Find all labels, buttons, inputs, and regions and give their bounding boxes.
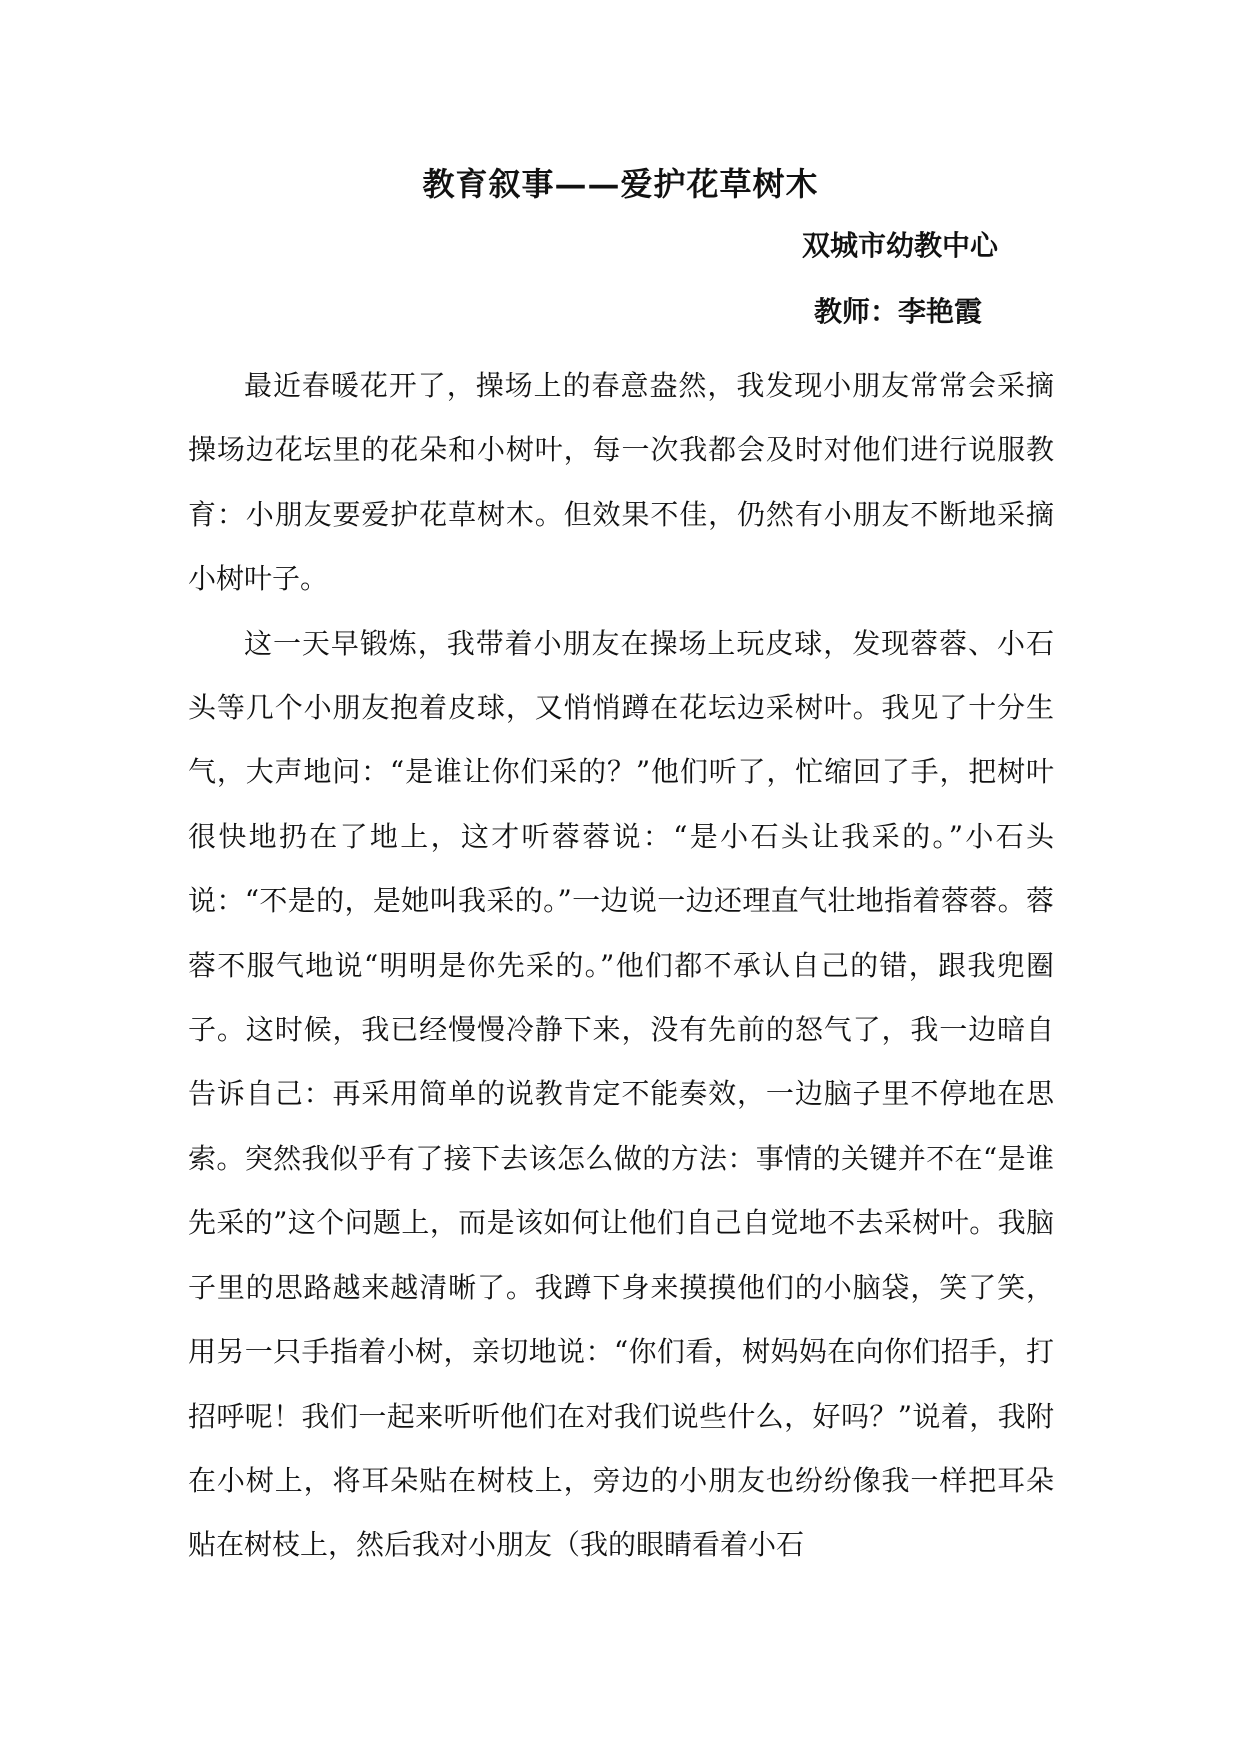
document-title: 教育叙事——爱护花草树木: [422, 165, 819, 203]
document-body: [188, 354, 1054, 1578]
paragraph-1: 最近春暖花开了，操场上的春意盎然，我发现小朋友常常会采摘操场边花坛里的花朵和小树叶，每一次我都会及时对他们进行说服教育：小朋友要爱护花草树木。但效果不佳，仍然有小朋友不断地采摘小树叶子。: [188, 369, 1054, 596]
paragraph-2: 这一天早锻炼，我带着小朋友在操场上玩皮球，发现蓉蓉、小石头等几个小朋友抱着皮球，又悄悄蹲在花坛边采树叶。我见了十分生气，大声地问：“是谁让你们采的？”他们听了，忙缩回了手，把树叶很快地扔在了地上，这才听蓉蓉说：“是小石头让我采的。”小石头说：“不是的，是她叫我采的。”一边说一边还理直气壮地指着蓉蓉。蓉蓉不服气地说“明明是你先采的。”他们都不承认自己的错，跟我兜圈子。这时候，我已经慢慢冷静下来，没有先前的怒气了，我一边暗自告诉自己：再采用简单的说教肯定不能奏效，一边脑子里不停地在思索。突然我似乎有了接下去该怎么做的方法：事情的关键并不在“是谁先采的”这个问题上，而是该如何让他们自己自觉地不去采树叶。我脑子里的思路越来越清晰了。我蹲下身来摸摸他们的小脑袋，笑了笑，用另一只手指着小树，亲切地说：“你们看，树妈妈在向你们招手，打招呼呢！我们一起来听听他们在对我们说些什么，好吗？”说着，我附在小树上，将耳朵贴在树枝上，旁边的小朋友也纷纷像我一样把耳朵贴在树枝上，然后我对小朋友（我的眼睛看着小石: [188, 626, 1054, 1562]
author-teacher: 教师：李艳霞: [814, 295, 983, 328]
author-organization: 双城市幼教中心: [802, 229, 999, 262]
